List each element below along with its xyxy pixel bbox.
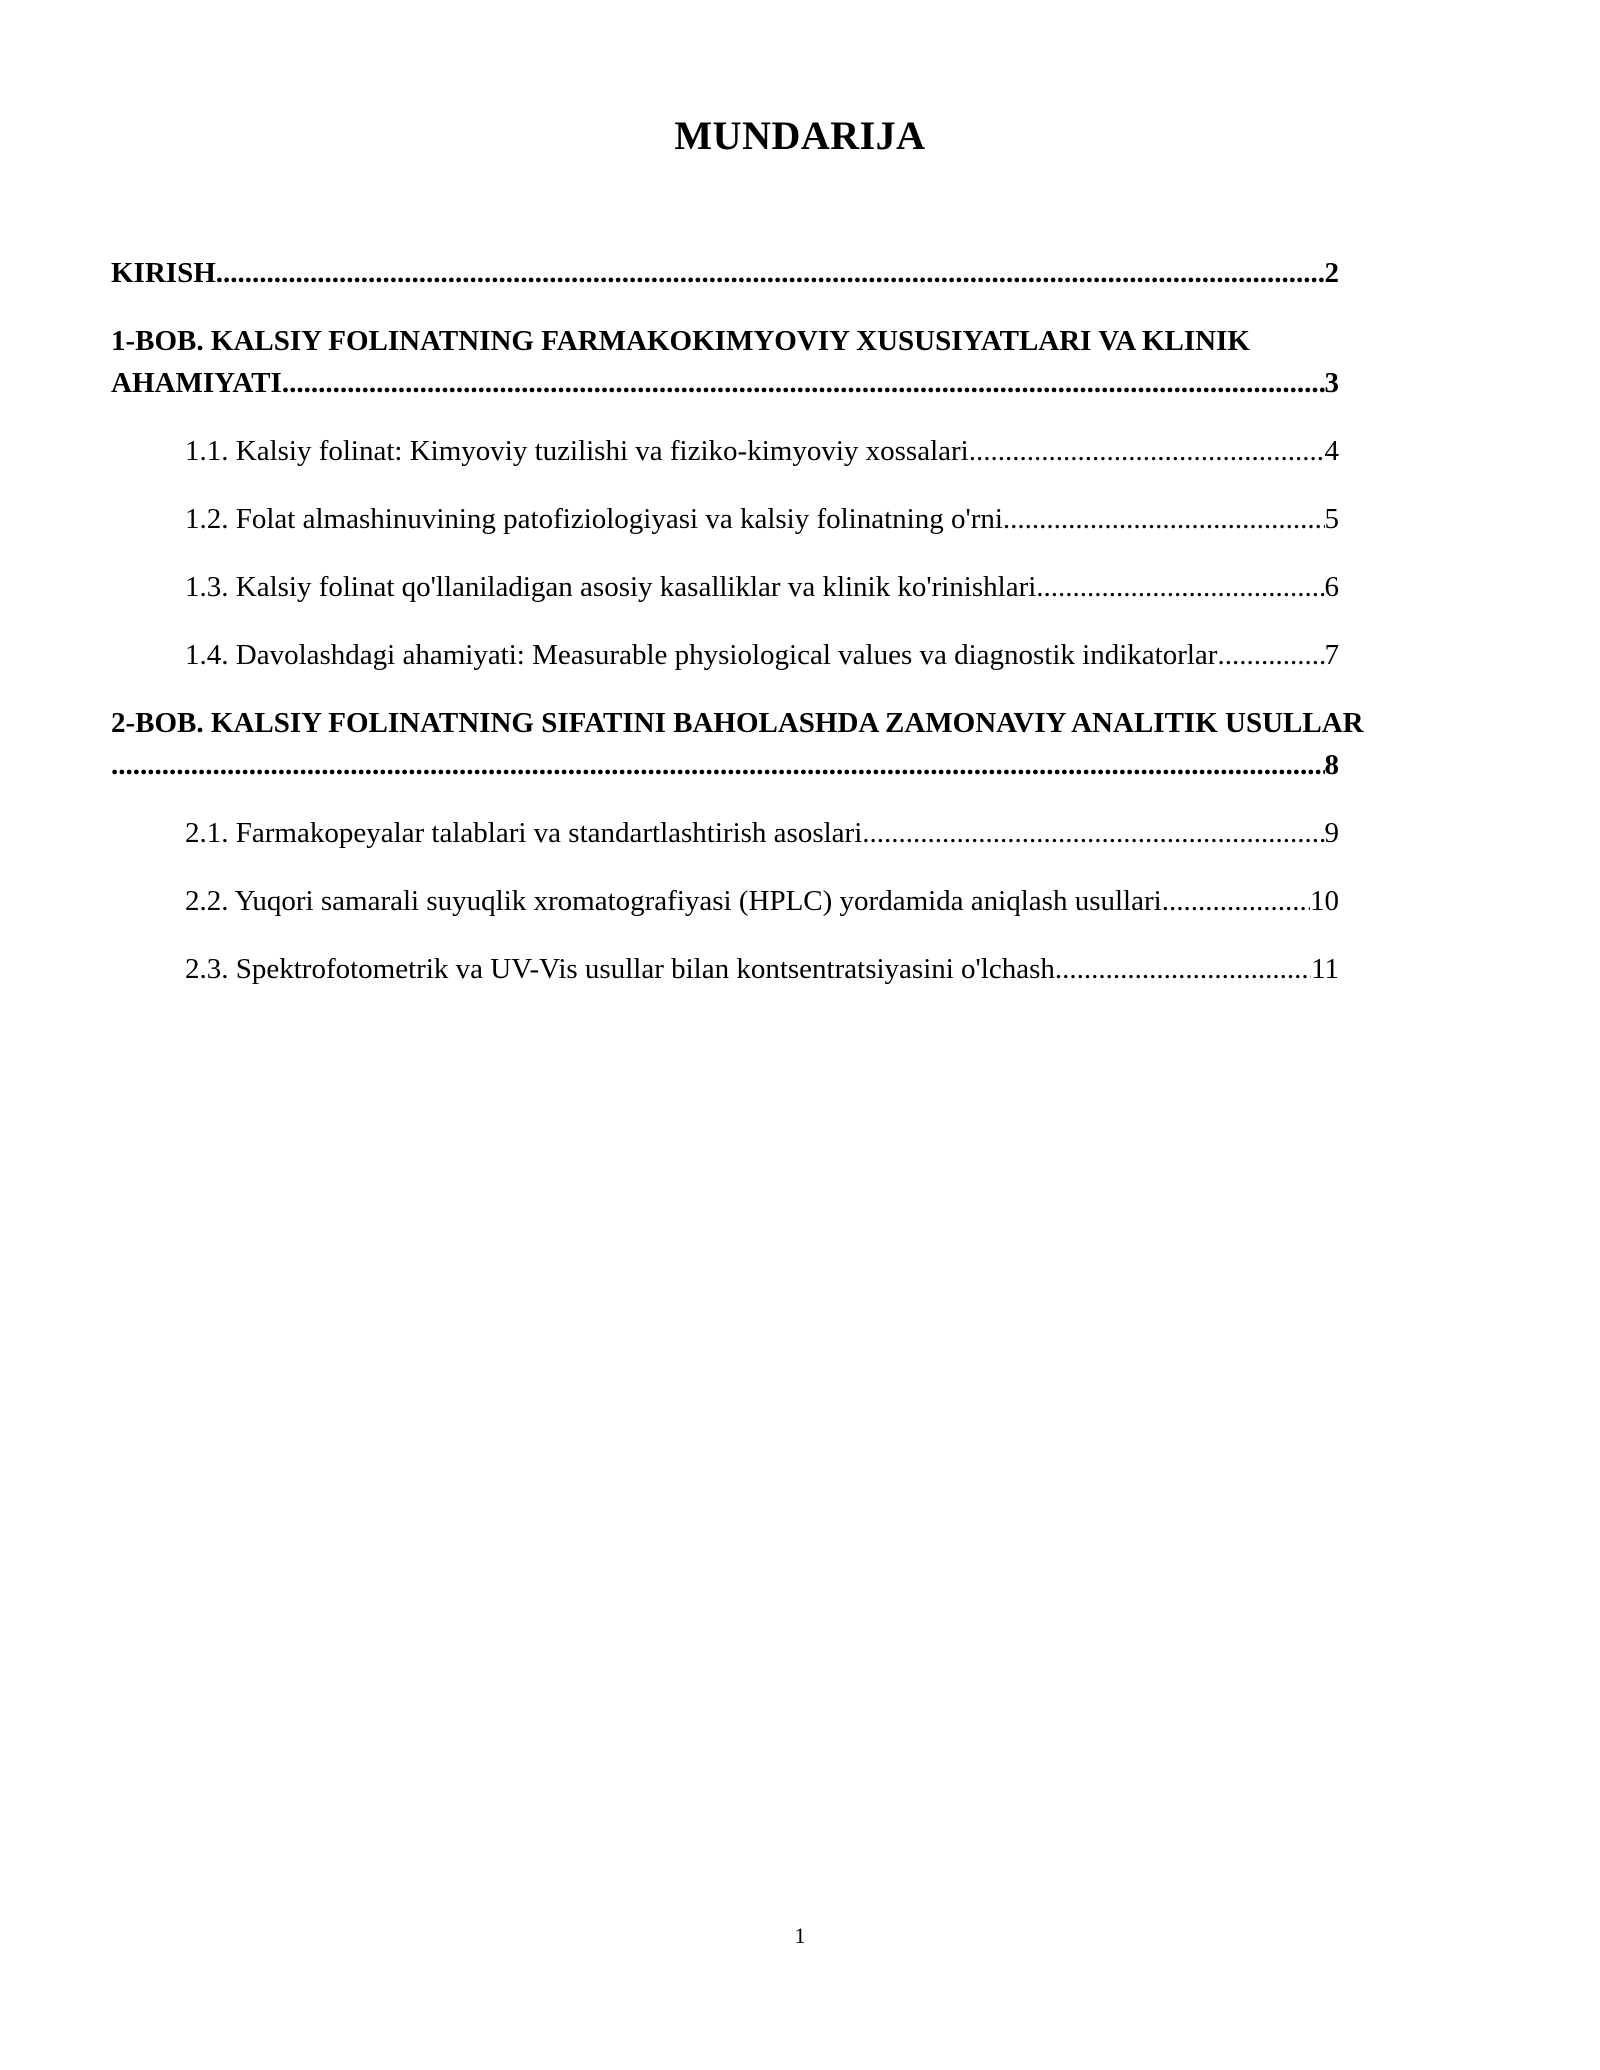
toc-entry-title-line1: 2-BOB. KALSIY FOLINATNING SIFATINI BAHOLASHDA ZAMONAVIY ANALITIK USULLAR [111,707,1364,739]
table-of-contents [111,252,1364,1016]
dot-leader [1036,566,1324,608]
dot-leader [1003,498,1325,540]
toc-entry-title: 2.3. Spektrofotometrik va UV-Vis usullar bilan kontsentratsiyasini o'lchash [185,953,1055,985]
toc-entry-intro[interactable] [111,252,1339,294]
toc-entry-title: 1.4. Davolashdagi ahamiyati: Measurable physiological values va diagnostik indikatorlar [185,639,1218,671]
dot-leader [1217,634,1324,676]
toc-entry-section-1-4[interactable] [111,634,1339,676]
toc-entry-section-2-3[interactable] [111,948,1339,990]
toc-page-number: 8 [1324,749,1339,781]
dot-leader [111,744,1325,786]
toc-entry-chapter-2[interactable] [111,702,1364,786]
toc-entry-section-1-3[interactable] [111,566,1339,608]
dot-leader [282,362,1325,404]
toc-entry-title: 2.1. Farmakopeyalar talablari va standartlashtirish asoslari [185,817,863,849]
toc-page-number: 9 [1324,817,1339,849]
dot-leader [969,430,1325,472]
dot-leader [216,252,1325,294]
toc-page-number: 4 [1324,435,1339,467]
toc-page-number: 5 [1324,503,1339,535]
page-number: 1 [794,1923,806,1948]
dot-leader [1162,880,1310,922]
page-title: MUNDARIJA [674,113,926,158]
toc-entry-section-1-2[interactable] [111,498,1339,540]
dot-leader [862,812,1324,854]
dot-leader [1055,948,1311,990]
toc-entry-title: 1.1. Kalsiy folinat: Kimyoviy tuzilishi va fiziko-kimyoviy xossalari [185,435,969,467]
toc-entry-section-2-1[interactable] [111,812,1339,854]
toc-page-number: 6 [1324,571,1339,603]
toc-entry-title: 1.3. Kalsiy folinat qo'llaniladigan asosiy kasalliklar va klinik ko'rinishlari [185,571,1037,603]
toc-entry-title: KIRISH [111,257,216,289]
toc-page-number: 3 [1324,367,1339,399]
toc-entry-section-2-2[interactable] [111,880,1339,922]
toc-entry-title: 1.2. Folat almashinuvining patofiziologiyasi va kalsiy folinatning o'rni [185,503,1003,535]
toc-page-number: 2 [1324,257,1339,289]
toc-entry-title-line2: AHAMIYATI [111,367,282,399]
toc-page-number: 7 [1324,639,1339,671]
toc-entry-section-1-1[interactable] [111,430,1339,472]
toc-page-number: 11 [1311,953,1339,985]
toc-entry-chapter-1[interactable] [111,320,1339,404]
toc-page-number: 10 [1310,885,1339,917]
toc-entry-title-line1: 1-BOB. KALSIY FOLINATNING FARMAKOKIMYOVIY XUSUSIYATLARI VA KLINIK [111,325,1250,357]
toc-entry-title: 2.2. Yuqori samarali suyuqlik xromatografiyasi (HPLC) yordamida aniqlash usullari [185,885,1162,917]
